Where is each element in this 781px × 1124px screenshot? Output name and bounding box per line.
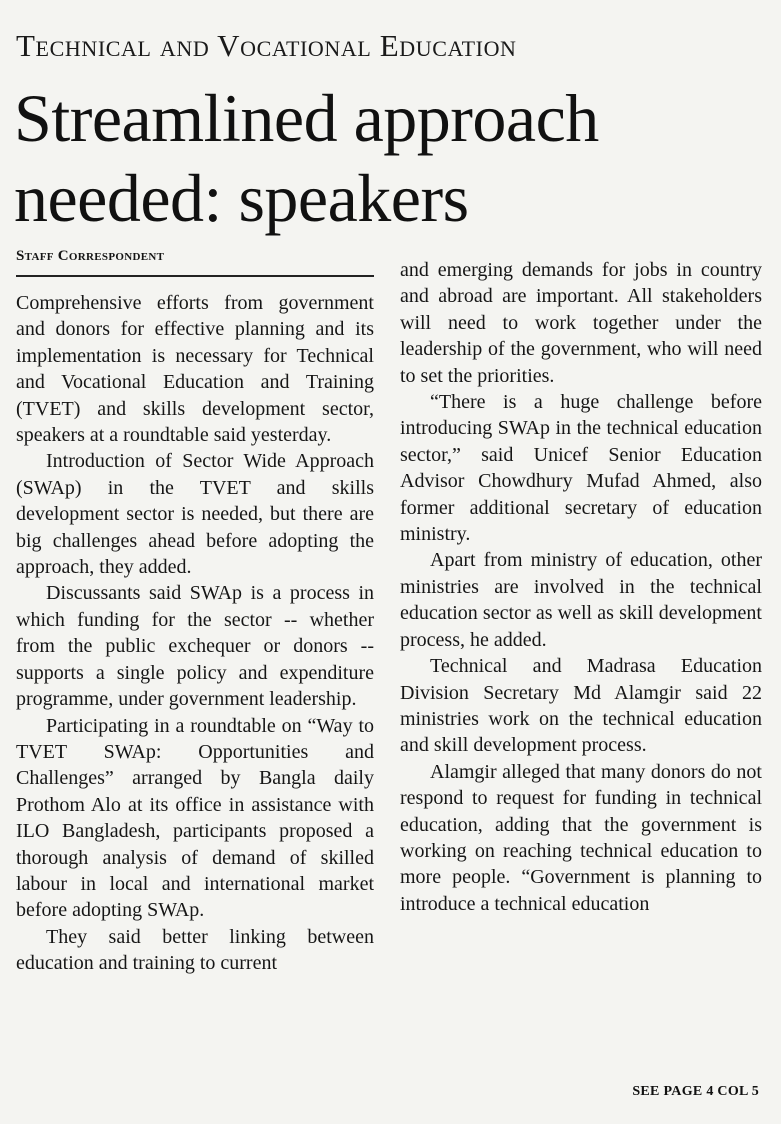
paragraph: Apart from ministry of education, other ministries are involved in the technical education sector as well as skill development process, he added. (400, 549, 762, 651)
paragraph: Participating in a roundtable on “Way to TVET SWAp: Opportunities and Challenges” arranged by Bangla daily Prothom Alo at its office in assistance with ILO Bangladesh, participants proposed a thorough analysis of demand of skilled labour in local and international market before adopting SWAp. (16, 714, 374, 922)
paragraph: Technical and Madrasa Education Division Secretary Md Alamgir said 22 ministries work on the technical education and skill development process. (400, 655, 762, 757)
paragraph: Alamgir alleged that many donors do not respond to request for funding in technical education, adding that the government is working on reaching technical education to more people. “Government is planning to introduce a technical education (400, 760, 762, 915)
paragraph: Discussants said SWAp is a process in which funding for the sector -- whether from the public exchequer or donors -- supports a single policy and expenditure programme, under government leadership. (16, 582, 374, 711)
headline: Streamlined approach needed: speakers (14, 80, 599, 236)
paragraph: Introduction of Sector Wide Approach (SWAp) in the TVET and skills development sector is needed, but there are big challenges ahead before adopting the approach, they added. (16, 450, 374, 579)
paragraph: Comprehensive efforts from government and donors for effective planning and its implementation is necessary for Technical and Vocational Education and Training (TVET) and skills development sector, speakers at a roundtable said yesterday. (16, 292, 374, 447)
continuation-note: SEE PAGE 4 COL 5 (632, 1084, 759, 1099)
byline: Staff Correspondent (16, 248, 374, 277)
article-column-1 (16, 290, 374, 977)
section-kicker: Technical and Vocational Education (16, 28, 517, 63)
paragraph: and emerging demands for jobs in country and abroad are important. All stakeholders will need to work together under the leadership of the government, who will need to set the priorities. (400, 259, 762, 387)
article-column-2 (400, 257, 762, 917)
paragraph: “There is a huge challenge before introducing SWAp in the technical education sector,” said Unicef Senior Education Advisor Chowdhury Mufad Ahmed, also former additional secretary of education ministry. (400, 391, 762, 546)
paragraph: They said better linking between education and training to current (16, 925, 374, 975)
